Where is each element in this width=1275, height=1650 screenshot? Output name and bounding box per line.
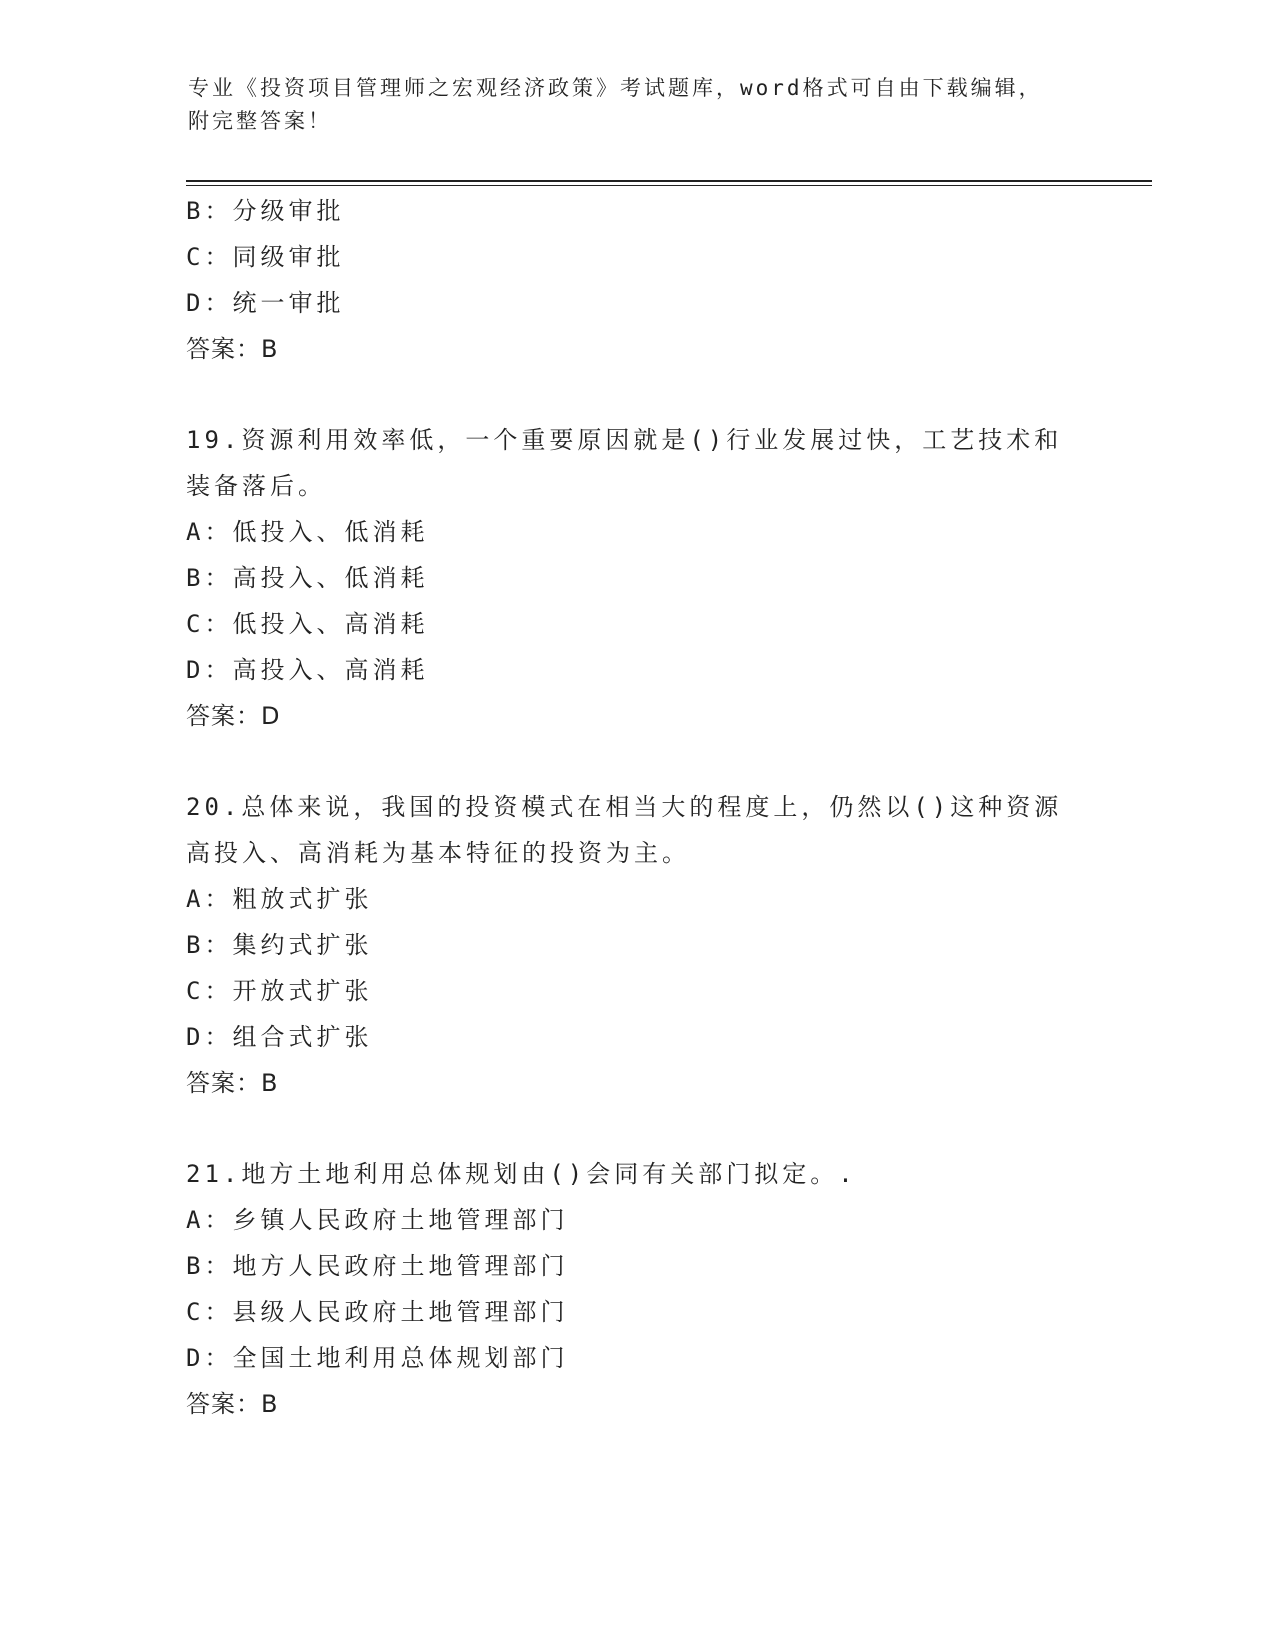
option-b: B：高投入、低消耗 [186, 564, 429, 592]
option-d: D：组合式扩张 [186, 1023, 373, 1051]
answer: 答案：B [186, 1390, 279, 1418]
question-18-continued [186, 188, 1086, 372]
answer: 答案：B [186, 1069, 279, 1097]
question-stem: 高投入、高消耗为基本特征的投资为主。 [186, 839, 690, 867]
option-a: A：粗放式扩张 [186, 885, 373, 913]
option-d: D：高投入、高消耗 [186, 656, 429, 684]
option-c: C：开放式扩张 [186, 977, 373, 1005]
option-d: D：统一审批 [186, 289, 345, 317]
question-stem: 19.资源利用效率低，一个重要原因就是()行业发展过快，工艺技术和 [186, 426, 1063, 454]
option-a: A：低投入、低消耗 [186, 518, 429, 546]
header-divider [186, 180, 1152, 186]
option-b: B：地方人民政府土地管理部门 [186, 1252, 569, 1280]
question-20 [186, 784, 1086, 1106]
option-d: D：全国土地利用总体规划部门 [186, 1344, 569, 1372]
page-header: 专业《投资项目管理师之宏观经济政策》考试题库，word格式可自由下载编辑， 附完整答案！ [188, 76, 1043, 133]
answer: 答案：B [186, 335, 279, 363]
option-b: B：分级审批 [186, 197, 345, 225]
option-a: A：乡镇人民政府土地管理部门 [186, 1206, 569, 1234]
option-c: C：低投入、高消耗 [186, 610, 429, 638]
answer: 答案：D [186, 702, 281, 730]
document-body [186, 188, 1086, 1427]
option-c: C：县级人民政府土地管理部门 [186, 1298, 569, 1326]
question-19 [186, 417, 1086, 739]
option-c: C：同级审批 [186, 243, 345, 271]
question-stem: 20.总体来说，我国的投资模式在相当大的程度上，仍然以()这种资源 [186, 793, 1063, 821]
question-21 [186, 1151, 1086, 1427]
question-stem: 21.地方土地利用总体规划由()会同有关部门拟定。. [186, 1160, 857, 1188]
option-b: B：集约式扩张 [186, 931, 373, 959]
question-stem: 装备落后。 [186, 472, 326, 500]
